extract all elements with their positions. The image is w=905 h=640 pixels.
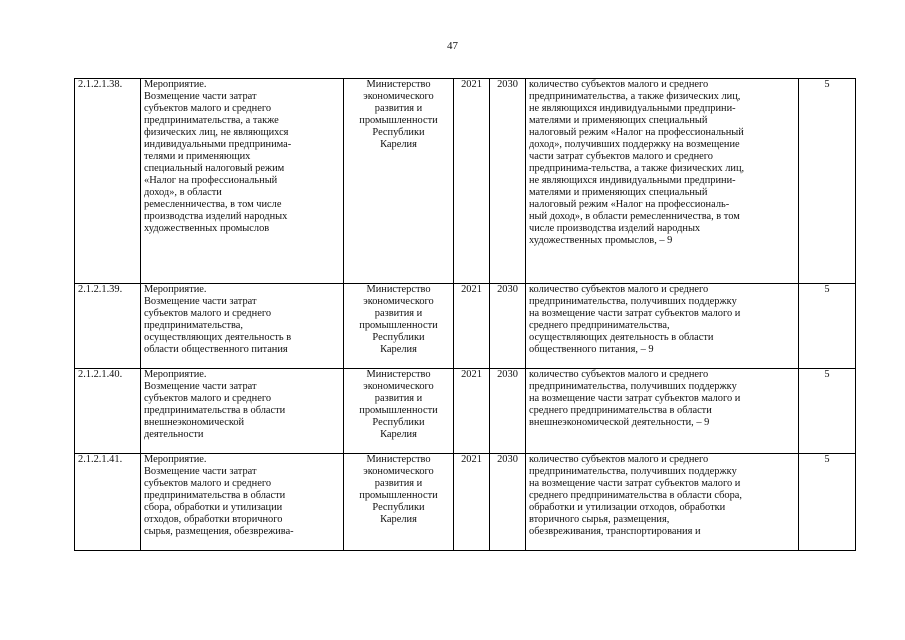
event-description: Мероприятие. Возмещение части затрат субъектов малого и среднего предпринимательства, а также физических лиц, не являющихся индивидуальными предпринима- телями и применяющих специальный налоговый режим «Налог на профессиональный доход», в области ремесленничества, в том числе производства изделий народных художественных промыслов: [141, 79, 344, 284]
executor-cell: Министерство экономического развития и промышленности Республики Карелия: [344, 369, 454, 454]
executor-cell: Министерство экономического развития и промышленности Республики Карелия: [344, 284, 454, 369]
end-year: 2030: [490, 284, 526, 369]
indicator-description: количество субъектов малого и среднего предпринимательства, получивших поддержку на возмещение части затрат субъектов малого и среднего предпринимательства в области внешнеэкономической деятельности, – 9: [526, 369, 799, 454]
indicator-value: 5: [799, 79, 856, 284]
indicator-description: количество субъектов малого и среднего предпринимательства, получивших поддержку на возмещение части затрат субъектов малого и среднего предпринимательства в области сбора, обработки и утилизации отходов, обработки вторичного сырья, размещения, обезвреживания, транспортирования и: [526, 454, 799, 551]
table-row: [75, 284, 856, 369]
table-row: [75, 369, 856, 454]
end-year: 2030: [490, 369, 526, 454]
end-year: 2030: [490, 454, 526, 551]
start-year: 2021: [454, 454, 490, 551]
indicator-value: 5: [799, 284, 856, 369]
executor-cell: Министерство экономического развития и промышленности Республики Карелия: [344, 79, 454, 284]
table-row: [75, 79, 856, 284]
indicator-description: количество субъектов малого и среднего предпринимательства, получивших поддержку на возмещение части затрат субъектов малого и среднего предпринимательства, осуществляющих деятельность в области общественного питания, – 9: [526, 284, 799, 369]
event-description: Мероприятие. Возмещение части затрат субъектов малого и среднего предпринимательства в области сбора, обработки и утилизации отходов, обработки вторичного сырья, размещения, обезврежива-: [141, 454, 344, 551]
start-year: 2021: [454, 284, 490, 369]
indicator-value: 5: [799, 369, 856, 454]
event-description: Мероприятие. Возмещение части затрат субъектов малого и среднего предпринимательства, осуществляющих деятельность в области общественного питания: [141, 284, 344, 369]
end-year: 2030: [490, 79, 526, 284]
start-year: 2021: [454, 369, 490, 454]
measures-table: [74, 78, 856, 551]
row-number: 2.1.2.1.39.: [75, 284, 141, 369]
page-number: 47: [447, 40, 458, 52]
row-number: 2.1.2.1.40.: [75, 369, 141, 454]
start-year: 2021: [454, 79, 490, 284]
executor-cell: Министерство экономического развития и промышленности Республики Карелия: [344, 454, 454, 551]
table-row: [75, 454, 856, 551]
event-description: Мероприятие. Возмещение части затрат субъектов малого и среднего предпринимательства в области внешнеэкономической деятельности: [141, 369, 344, 454]
indicator-value: 5: [799, 454, 856, 551]
row-number: 2.1.2.1.38.: [75, 79, 141, 284]
row-number: 2.1.2.1.41.: [75, 454, 141, 551]
indicator-description: количество субъектов малого и среднего предпринимательства, а также физических лиц, не являющихся индивидуальными предприни- мателями и применяющих специальный налоговый режим «Налог на профессиональный доход», получивших поддержку на возмещение части затрат субъектов малого и среднего предпринима-тельства, а также физических лиц, не являющихся индивидуальными предприни- мателями и применяющих специальный налоговый режим «Налог на профессиональ- ный доход», в области ремесленничества, в том числе производства изделий народных художественных промыслов, – 9: [526, 79, 799, 284]
